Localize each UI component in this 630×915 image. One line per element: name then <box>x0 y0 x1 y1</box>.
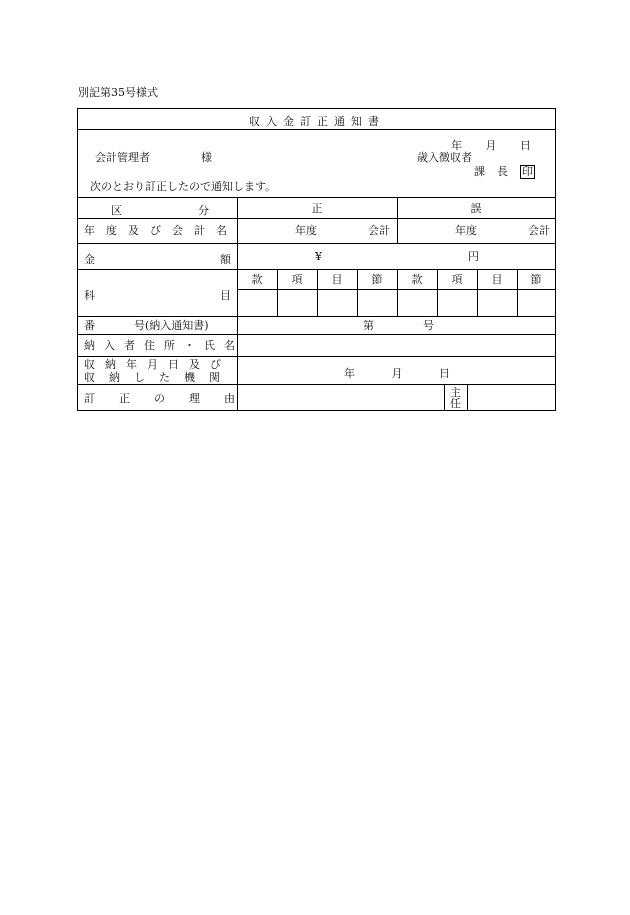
addressee-honorific: 様 <box>201 151 212 164</box>
form-title-text: 収入金訂正通知書 <box>249 115 385 128</box>
correction-notice-form <box>77 108 556 411</box>
number-label-first: 番 <box>84 319 95 332</box>
seal-text: 印 <box>522 165 533 178</box>
correct-header: 正 <box>311 201 323 215</box>
person-in-charge-label: 主任 <box>450 386 461 410</box>
receipt-label-line-1: 収納年月日及び <box>84 358 231 371</box>
subject-col-moku-error: 目 <box>491 273 503 286</box>
subject-col-kan-correct: 款 <box>251 273 263 286</box>
correct-account-suffix: 会計 <box>368 224 390 237</box>
error-header: 誤 <box>470 201 482 215</box>
category-char-1: 区 <box>111 204 122 217</box>
subject-char-1: 科 <box>84 289 95 302</box>
receipt-date <box>344 365 450 381</box>
receipt-label-line-2: 収納した機関 <box>84 371 234 384</box>
subject-col-moku-correct: 目 <box>331 273 343 286</box>
date-day-label: 日 <box>520 139 531 152</box>
number-label-rest: 号(納入通知書) <box>134 319 209 332</box>
error-account-suffix: 会計 <box>528 224 550 237</box>
reason-label: 訂正の理由 <box>84 392 259 405</box>
amount-char-2: 額 <box>220 253 231 266</box>
addressee: 会計管理者 <box>95 151 150 164</box>
amount-char-1: 金 <box>84 253 95 266</box>
number-prefix: 第 <box>363 319 374 332</box>
receipt-month-label: 月 <box>391 367 403 380</box>
section-chief-label: 課長 <box>474 165 520 178</box>
correct-year-suffix: 年度 <box>295 224 317 237</box>
amount-label <box>84 251 231 267</box>
subject-col-kan-error: 款 <box>411 273 423 286</box>
subject-col-setsu-error: 節 <box>530 273 542 286</box>
subject-col-setsu-correct: 節 <box>371 273 383 286</box>
revenue-collector-label: 歳入徴収者 <box>417 151 472 164</box>
notice-text: 次のとおり訂正したので通知します。 <box>90 180 277 193</box>
payer-label: 納入者住所・氏名 <box>84 339 244 352</box>
date-year-label: 年 <box>451 139 462 152</box>
seal-mark <box>520 165 535 179</box>
subject-col-kou-correct: 項 <box>291 273 303 286</box>
yen-mark: ¥ <box>315 250 322 263</box>
subject-label <box>84 287 231 303</box>
receipt-day-label: 日 <box>439 367 450 380</box>
category-header <box>111 202 209 218</box>
subject-col-kou-error: 項 <box>451 273 463 286</box>
error-year-suffix: 年度 <box>455 224 477 237</box>
receipt-year-label: 年 <box>344 367 355 380</box>
category-char-2: 分 <box>198 204 209 217</box>
number-suffix: 号 <box>423 319 434 332</box>
fiscal-year-account-label: 年度及び会計名 <box>84 224 238 237</box>
yen-unit: 円 <box>468 250 479 263</box>
form-title <box>249 113 385 129</box>
subject-char-2: 目 <box>220 289 231 302</box>
form-id: 別記第35号様式 <box>78 86 158 99</box>
date-month-label: 月 <box>485 139 497 152</box>
